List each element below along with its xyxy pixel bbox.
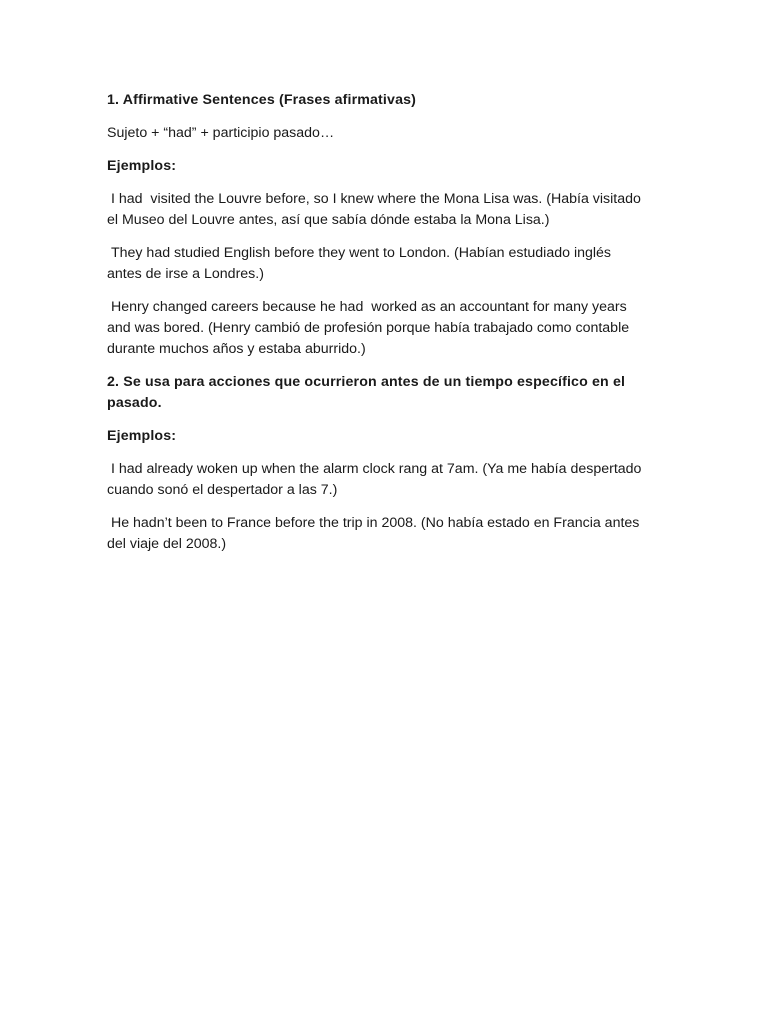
section1-examples-label: Ejemplos: xyxy=(107,158,177,174)
section1-example-3: Henry changed careers because he had worked as an accountant for many years and was bored. (Henry cambió de profesión porque había trabajado como contable durante muchos años y estaba aburrido.) xyxy=(107,299,634,357)
section2-examples-label: Ejemplos: xyxy=(107,428,177,444)
section2-example-2: He hadn’t been to France before the trip in 2008. (No había estado en Francia antes del viaje del 2008.) xyxy=(107,515,644,552)
section1-example-2: They had studied English before they went to London. (Habían estudiado inglés antes de irse a Londres.) xyxy=(107,245,615,282)
section1-example-1: I had visited the Louvre before, so I knew where the Mona Lisa was. (Había visitado el Museo del Louvre antes, así que sabía dónde estaba la Mona Lisa.) xyxy=(107,191,645,228)
section1-formula: Sujeto + “had” + participio pasado… xyxy=(107,125,335,141)
section2-heading: 2. Se usa para acciones que ocurrieron antes de un tiempo específico en el pasado. xyxy=(107,374,630,411)
section2-example-1: I had already woken up when the alarm clock rang at 7am. (Ya me había despertado cuando sonó el despertador a las 7.) xyxy=(107,461,646,498)
section1-heading: 1. Affirmative Sentences (Frases afirmativas) xyxy=(107,92,417,108)
